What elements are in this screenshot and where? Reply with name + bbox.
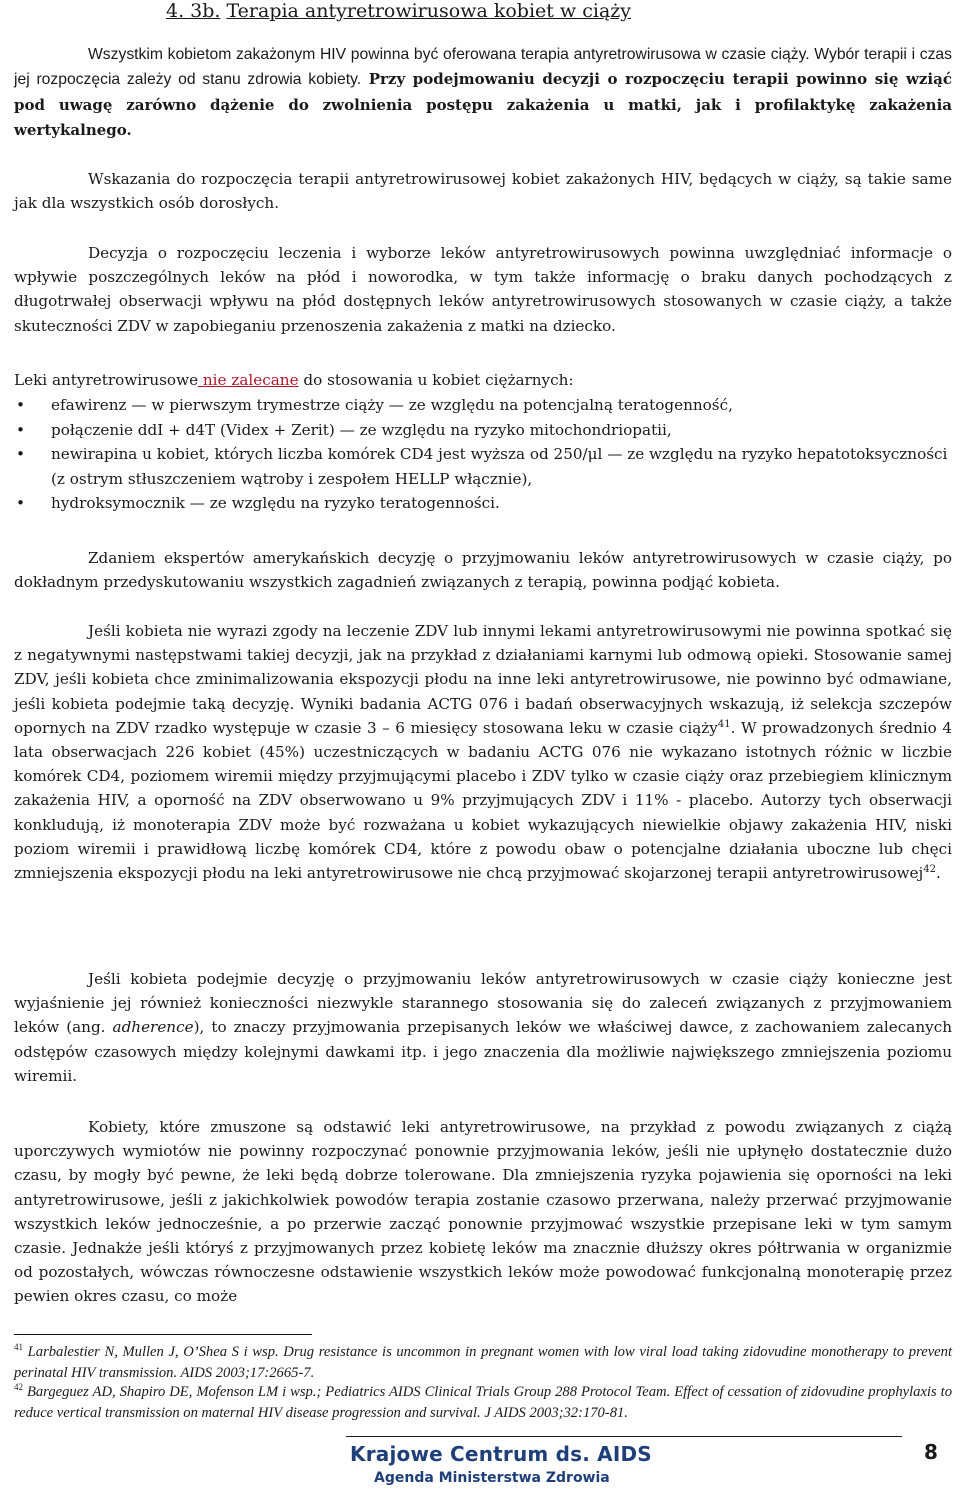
- not-recommended-highlight: nie zalecane: [198, 371, 299, 389]
- not-recommended-title-end: do stosowania u kobiet ciężarnych: [298, 371, 569, 389]
- footnote-42: [14, 1382, 952, 1424]
- section-title: Terapia antyretrowirusowa kobiet w ciąży: [226, 0, 632, 22]
- not-recommended-heading: [14, 371, 574, 389]
- intro-text: Wszystkim kobietom zakażonym HIV powinna być oferowana terapia antyretrowirusowa w czasie ciąży. Wybór terapii i czas jej rozpoczęcia zależy od stanu zdrowia kobiety.: [14, 46, 952, 89]
- footnote-number: 41: [14, 1342, 23, 1353]
- not-recommended-list: [14, 393, 952, 516]
- paragraph-jesli-zdv-part1: Jeśli kobieta nie wyrazi zgody na leczenie ZDV lub innymi lekami antyretrowirusowymi nie powinna spotkać się z negatywnymi następstwami takiej decyzji, jak na przykład z działaniami karnymi lub odmową opieki. Stosowanie samej ZDV, jeśli kobieta chce zminimalizowania ekspozycji płodu na inne leki antyretrowirusowe, nie powinno być odmawiane, jeśli kobieta podejmie taką decyzję. Wyniki badania ACTG 076 i badań obserwacyjnych wskazują, iż selekcja szczepów opornych na ZDV rzadko występuje w czasie 3 – 6 miesięcy stosowana leku w czasie ciąży: [14, 622, 952, 737]
- list-item: • połączenie ddI + d4T (Videx + Zerit) — ze względu na ryzyko mitochondriopatii,: [14, 418, 952, 443]
- footnote-number: 42: [14, 1382, 23, 1393]
- adherence-term: adherence: [112, 1018, 194, 1037]
- paragraph-adherence-part1: Jeśli kobieta podejmie decyzję o przyjmowaniu leków antyretrowirusowych w czasie ciąży konieczne jest wyjaśnienie jej również konieczności niezwykle starannego stosowania się do zaleceń związanych z przyjmowaniem leków (ang.: [14, 970, 952, 1037]
- footer-separator: [346, 1436, 902, 1437]
- footnote-ref-41[interactable]: 41: [717, 718, 731, 730]
- footer-subtitle: Agenda Ministerstwa Zdrowia: [374, 1470, 610, 1486]
- not-recommended-colon: :: [568, 371, 574, 389]
- list-item: • hydroksymocznik — ze względu na ryzyko teratogenności.: [14, 491, 952, 516]
- intro-paragraph: [14, 43, 952, 143]
- paragraph-adherence: [14, 967, 952, 1088]
- footnote-41: [14, 1342, 952, 1384]
- paragraph-zdaniem: Zdaniem ekspertów amerykańskich decyzję o przyjmowaniu leków antyretrowirusowych w czasie ciąży, po dokładnym przedyskutowaniu wszystkich zagadnień związanych z terapią, powinna podjąć kobieta.: [14, 549, 952, 592]
- page-number: 8: [924, 1440, 938, 1464]
- paragraph-jesli-zdv-end: .: [935, 864, 941, 883]
- paragraph-jesli-zdv: [14, 619, 952, 885]
- paragraph-decyzja: Decyzja o rozpoczęciu leczenia i wyborze leków antyretrowirusowych powinna uwzględniać informacje o wpływie poszczególnych leków na płód i noworodka, w tym także informację o braku danych pochodzących z długotrwałej obserwacji wpływu na płód dostępnych leków antyretrowirusowych stosowanych w czasie ciąży, a także skuteczności ZDV w zapobieganiu przenoszenia zakażenia z matki na dziecko.: [14, 244, 952, 335]
- footer-title: Krajowe Centrum ds. AIDS: [350, 1442, 652, 1466]
- paragraph-wskazania: Wskazania do rozpoczęcia terapii antyretrowirusowej kobiet zakażonych HIV, będących w ciąży, są takie same jak dla wszystkich osób dorosłych.: [14, 170, 952, 213]
- paragraph-jesli-zdv-part2: . W prowadzonych średnio 4 lata obserwacjach 226 kobiet (45%) uczestniczących w badaniu ACTG 076 nie wykazano istotnych różnic w liczbie komórek CD4, poziomem wiremii między przyjmującymi placebo i ZDV tylko w czasie ciąży oraz przebiegiem klinicznym zakażenia HIV, a oporność na ZDV obserwowano u 9% przyjmujących ZDV i 11% - placebo. Autorzy tych obserwacji konkludują, iż monoterapia ZDV może być rozważana u kobiet wykazujących niewielkie objawy zakażenia HIV, niski poziom wiremii i prawidłową liczbę komórek CD4, które z powodu obaw o potencjalne działania uboczne lub chęci zmniejszenia ekspozycji płodu na leki antyretrowirusowe nie chcą przyjmować skojarzonej terapii antyretrowirusowej: [14, 718, 952, 883]
- paragraph-adherence-part2: ), to znaczy przyjmowania przepisanych leków we właściwej dawce, z zachowaniem zalecanych odstępów czasowych między kolejnymi dawkami itp. i jego znaczenia dla możliwie największego zmniejszenia poziomu wiremii.: [14, 1018, 952, 1085]
- intro-bold-text: Przy podejmowaniu decyzji o rozpoczęciu terapii powinno się wziąć pod uwagę zarówno dążenie do zwolnienia postępu zakażenia u matki, jak i profilaktykę zakażenia wertykalnego.: [14, 70, 952, 139]
- footnote-text: Larbalestier N, Mullen J, O’Shea S i wsp. Drug resistance is uncommon in pregnant women with low viral load taking zidovudine monotherapy to prevent perinatal HIV transmission. AIDS 2003;17:2665-7.: [14, 1344, 953, 1381]
- not-recommended-title-start: Leki antyretrowirusowe: [14, 371, 199, 389]
- list-item: • efawirenz — w pierwszym trymestrze ciąży — ze względu na potencjalną teratogenność,: [14, 393, 952, 418]
- section-heading: [166, 0, 631, 22]
- footnote-separator: [14, 1334, 312, 1335]
- section-number: 4. 3b.: [166, 0, 221, 22]
- paragraph-kobiety: Kobiety, które zmuszone są odstawić leki antyretrowirusowe, na przykład z powodu związanych z ciążą uporczywych wymiotów nie powinny rozpoczynać ponownie przyjmowania leków, jeśli nie upłynęło dostatecznie dużo czasu, by mogły być pewne, że leki będą dobrze tolerowane. Dla zmniejszenia ryzyka pojawienia się oporności na leki antyretrowirusowe, jeśli z jakichkolwiek powodów terapia zostanie czasowo przerwana, należy przerwać przyjmowanie wszystkich leków jednocześnie, a po przerwie zacząć ponownie przyjmować wszystkie przepisane leki w tym samym czasie. Jednakże jeśli któryś z przyjmowanych przez kobietę leków ma znacznie dłuższy okres półtrwania w organizmie od pozostałych, wówczas równoczesne odstawienie wszystkich leków może powodować funkcjonalną monoterapię przez pewien okres czasu, co może: [14, 1118, 952, 1306]
- footnote-text: Bargeguez AD, Shapiro DE, Mofenson LM i wsp.; Pediatrics AIDS Clinical Trials Group 288 Protocol Team. Effect of cessation of zidovudine prophylaxis to reduce vertical transmission on maternal HIV disease progression and survival. J AIDS 2003;32:170-81.: [14, 1384, 952, 1421]
- footnote-ref-42[interactable]: 42: [923, 863, 936, 875]
- list-item: • newirapina u kobiet, których liczba komórek CD4 jest wyższa od 250/μl — ze względu na ryzyko hepatotoksyczności (z ostrym stłuszczeniem wątroby i zespołem HELLP włącznie),: [14, 442, 952, 491]
